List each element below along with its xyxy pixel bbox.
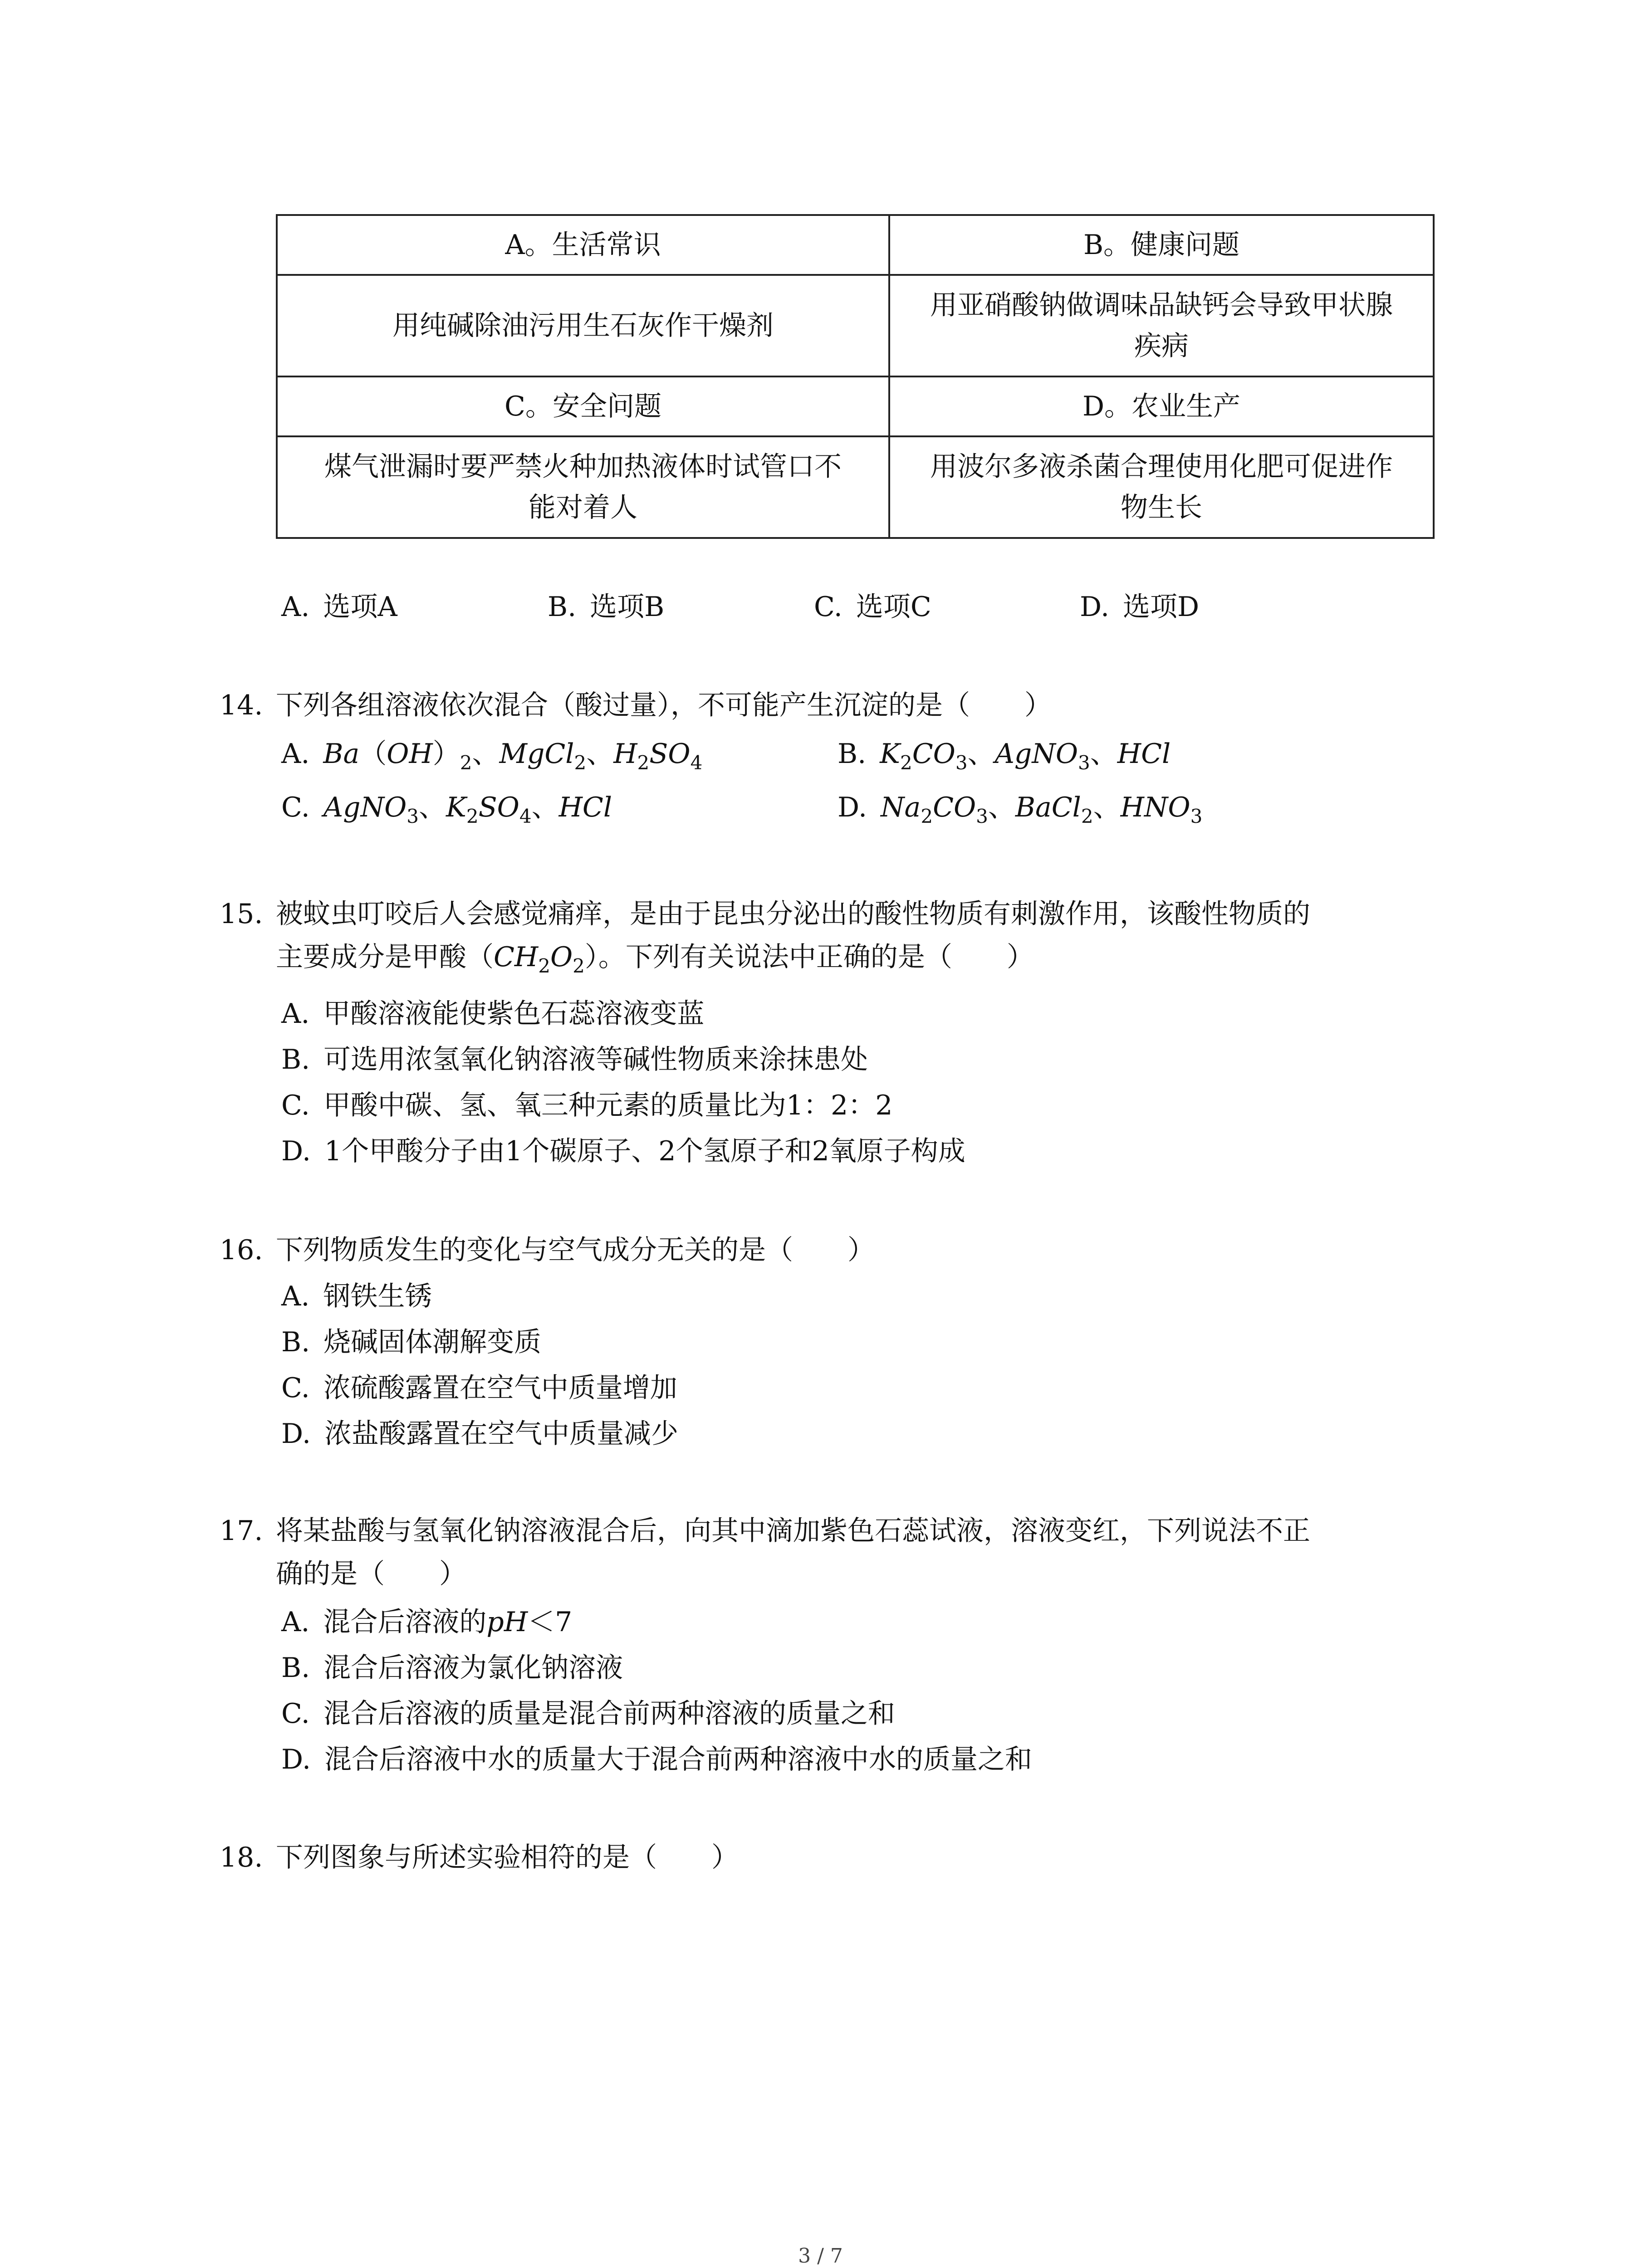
choice-text: 甲酸中碳、氢、氧三种元素的质量比为1：2：2 (323, 1090, 893, 1121)
choice-text: 混合后溶液为氯化钠溶液 (323, 1652, 623, 1684)
q13-choice-d[interactable] (1080, 589, 1199, 625)
choice-mark: C. (814, 591, 843, 623)
q13-choice-c[interactable] (814, 589, 931, 625)
choice-mark: B. (548, 591, 577, 623)
choice-mark: A. (281, 1281, 310, 1312)
choice-mark: C. (281, 1698, 310, 1730)
q13-choice-b[interactable] (548, 589, 664, 625)
choice-mark: C. (281, 792, 310, 823)
q17-number: 17. (220, 1515, 263, 1547)
table-cell-b-line-2: 疾病 (1134, 330, 1189, 362)
choice-text: 浓硫酸露置在空气中质量增加 (323, 1372, 677, 1404)
table-cell-a-line-1: 用纯碱除油污用生石灰作干燥剂 (392, 310, 774, 342)
choice-mark: B. (281, 1652, 310, 1684)
choice-text: 混合后溶液中水的质量大于混合前两种溶液中水的质量之和 (324, 1744, 1033, 1775)
q17-choice-d[interactable] (281, 1741, 1032, 1778)
page-number: 3 / 7 (798, 2244, 843, 2268)
choice-mark: B. (838, 738, 867, 770)
table-header-d: D。农业生产 (889, 376, 1434, 436)
q15-choice-d[interactable] (281, 1133, 965, 1169)
choice-mark: A. (281, 591, 310, 623)
table-cell-d-line-2: 物生长 (1121, 492, 1202, 523)
q18-stem: 下列图象与所述实验相符的是（ ） (276, 1842, 739, 1873)
table-cell-c-line-1: 煤气泄漏时要严禁火种加热液体时试管口不 (324, 451, 842, 483)
choice-mark: C. (281, 1372, 310, 1404)
table-header-b: B。健康问题 (889, 215, 1434, 275)
choice-text: 选项A (323, 591, 397, 623)
q15-number: 15. (220, 898, 263, 930)
q17-choice-b[interactable] (281, 1650, 623, 1686)
choice-text: 钢铁生锈 (323, 1281, 432, 1312)
choice-text: 选项C (856, 591, 931, 623)
q17-choice-c[interactable] (281, 1696, 895, 1732)
choice-text: 浓盐酸露置在空气中质量减少 (324, 1418, 679, 1450)
q16-choice-d[interactable] (281, 1416, 678, 1452)
q15-stem-line-1: 被蚊虫叮咬后人会感觉痛痒，是由于昆虫分泌出的酸性物质有刺激作用，该酸性物质的 (276, 898, 1310, 930)
choice-mark: D. (1080, 591, 1110, 623)
choice-text: 可选用浓氢氧化钠溶液等碱性物质来涂抹患处 (323, 1044, 868, 1075)
table-cell-a (277, 275, 889, 376)
q14-stem: 下列各组溶液依次混合（酸过量），不可能产生沉淀的是（ ） (276, 689, 1052, 721)
choice-mark: D. (838, 792, 867, 823)
choice-mark: D. (281, 1418, 311, 1450)
table-cell-c-line-2: 能对着人 (529, 492, 637, 523)
choice-mark: A. (281, 998, 310, 1030)
choice-mark: B. (281, 1044, 310, 1075)
choice-text: 选项B (590, 591, 665, 623)
q13-choice-a[interactable] (281, 589, 397, 625)
choice-mark: D. (281, 1135, 311, 1167)
q15-choice-a[interactable] (281, 996, 704, 1032)
q14-number: 14. (220, 689, 263, 721)
q16-choice-b[interactable] (281, 1324, 541, 1360)
choice-text: 甲酸溶液能使紫色石蕊溶液变蓝 (323, 998, 705, 1030)
options-table (276, 214, 1435, 539)
table-cell-b (889, 275, 1434, 376)
q17-stem-line-1: 将某盐酸与氢氧化钠溶液混合后，向其中滴加紫色石蕊试液，溶液变红，下列说法不正 (276, 1515, 1310, 1547)
choice-text: 烧碱固体潮解变质 (323, 1326, 542, 1358)
q15-choice-c[interactable] (281, 1087, 892, 1124)
table-header-c: C。安全问题 (277, 376, 889, 436)
choice-mark: A. (281, 738, 310, 770)
choice-mark: C. (281, 1090, 310, 1121)
choice-text: 1个甲酸分子由1个碳原子、2个氢原子和2氧原子构成 (324, 1135, 965, 1167)
table-header-a: A。生活常识 (277, 215, 889, 275)
q16-number: 16. (220, 1234, 263, 1266)
table-cell-c (277, 436, 889, 538)
table-cell-d (889, 436, 1434, 538)
q18-number: 18. (220, 1842, 263, 1873)
q16-stem: 下列物质发生的变化与空气成分无关的是（ ） (276, 1234, 875, 1266)
q14-choice-a[interactable]: A. $Ba(OH)_2$、MgCl$_2$、$H_2SO_4$ (281, 738, 703, 774)
choice-text: 选项D (1123, 591, 1200, 623)
table-cell-d-line-1: 用波尔多液杀菌合理使用化肥可促进作 (930, 451, 1393, 483)
choice-mark: B. (281, 1326, 310, 1358)
q14-choice-d[interactable]: D. $Na_2CO_3$、BaCl$_2$、$HNO_3$ (838, 792, 1203, 827)
choice-mark: A. (281, 1606, 310, 1638)
q16-choice-a[interactable] (281, 1278, 432, 1315)
q16-choice-c[interactable] (281, 1370, 677, 1406)
q17-stem-line-2: 确的是（ ） (276, 1558, 466, 1590)
q15-choice-b[interactable] (281, 1041, 868, 1078)
table-cell-b-line-1: 用亚硝酸钠做调味品缺钙会导致甲状腺 (930, 289, 1393, 321)
choice-mark: D. (281, 1744, 311, 1775)
q17-choice-a[interactable]: A. 混合后溶液的pH＜7 (281, 1606, 573, 1638)
choice-text: 混合后溶液的质量是混合前两种溶液的质量之和 (323, 1698, 895, 1730)
q14-choice-b[interactable]: B. $K_2CO_3$、AgNO$_3$、HCl (838, 738, 1171, 774)
q15-stem-line-2: 主要成分是甲酸$(CH_2O_2)$。下列有关说法中正确的是（ ） (276, 941, 1034, 977)
q14-choice-c[interactable]: C. AgNO$_3$、$K_2SO_4$、HCl (281, 792, 612, 827)
